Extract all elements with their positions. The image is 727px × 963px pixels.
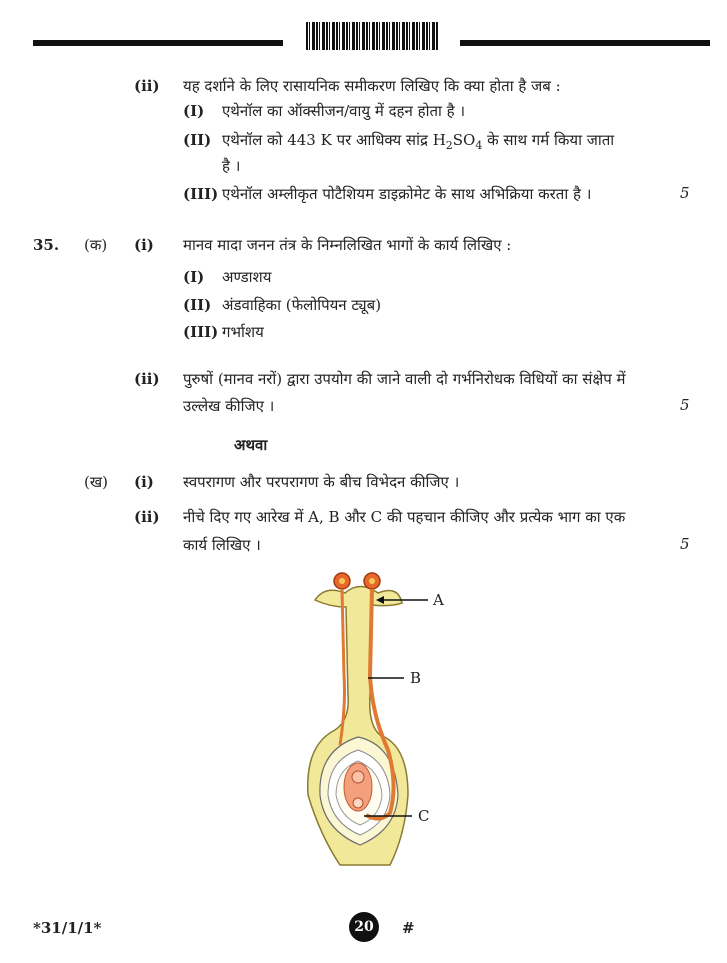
q35-III-number: (III) [183,323,219,341]
q34-II-number: (II) [183,131,212,149]
q34-ii-number: (ii) [134,77,160,95]
q35-marks-b: 5 [680,535,690,553]
diagram-leaders [360,590,460,830]
q34-II-sub-2: 2 [445,139,453,152]
q35-kha-i-number: (i) [134,473,154,491]
q34-II-sub-4: 4 [475,139,483,152]
q35-kha-label: (ख) [84,473,108,491]
q34-I-text: एथेनॉल का ऑक्सीजन/वायु में दहन होता है । [222,102,466,120]
diagram-label-a: A [433,591,444,609]
q34-ii-text: यह दर्शाने के लिए रासायनिक समीकरण लिखिए कि क्या होता है जब : [183,77,561,95]
q35-kha-i-text: स्वपरागण और परपरागण के बीच विभेदन कीजिए । [183,473,460,491]
q35-ii-text-b: उल्लेख कीजिए । [183,397,275,415]
q35-kha-ii-text-b: कार्य लिखिए । [183,536,261,554]
diagram-label-b: B [410,669,422,687]
diagram-label-c: C [418,807,430,825]
paper-code: *31/1/1* [33,919,102,937]
pollen-tube-left [340,589,345,745]
q35-i-text: मानव मादा जनन तंत्र के निम्नलिखित भागों के कार्य लिखिए : [183,236,512,254]
header-rule-right [460,40,710,46]
or-heading: अथवा [234,436,268,454]
q35-III-text: गर्भाशय [222,323,264,341]
q35-kha-ii-text-a: नीचे दिए गए आरेख में A, B और C की पहचान कीजिए और प्रत्येक भाग का एक [183,508,626,526]
q35-ii-number: (ii) [134,370,160,388]
q34-marks: 5 [680,184,690,202]
q34-III-text: एथेनॉल अम्लीकृत पोटैशियम डाइक्रोमेट के साथ अभिक्रिया करता है । [222,185,592,203]
q35-kha-ii-number: (ii) [134,508,160,526]
q34-II-text-a: एथेनॉल को 443 K पर आधिक्य सांद्र H [222,131,446,149]
q34-III-number: (III) [183,185,219,203]
q35-i-number: (i) [134,236,154,254]
q35-I-number: (I) [183,268,205,286]
page-number: 20 [349,912,379,942]
q35-number: 35. [33,236,60,254]
q35-marks-a: 5 [680,396,690,414]
q34-II-text-cont: है । [222,157,241,175]
q35-I-text: अण्डाशय [222,268,272,286]
header-rule-left [33,40,283,46]
q35-II-number: (II) [183,296,212,314]
q34-II-so: SO [452,131,476,149]
q35-II-text: अंडवाहिका (फेलोपियन ट्यूब) [222,296,382,314]
q34-II-text [222,130,614,156]
barcode [306,22,438,50]
q35-ka-label: (क) [84,236,108,254]
q34-II-text-b: के साथ गर्म किया जाता [482,131,615,149]
hash-mark: # [402,919,415,937]
q34-I-number: (I) [183,102,205,120]
q35-ii-text-a: पुरुषों (मानव नरों) द्वारा उपयोग की जाने वाली दो गर्भनिरोधक विधियों का संक्षेप में [183,370,626,388]
